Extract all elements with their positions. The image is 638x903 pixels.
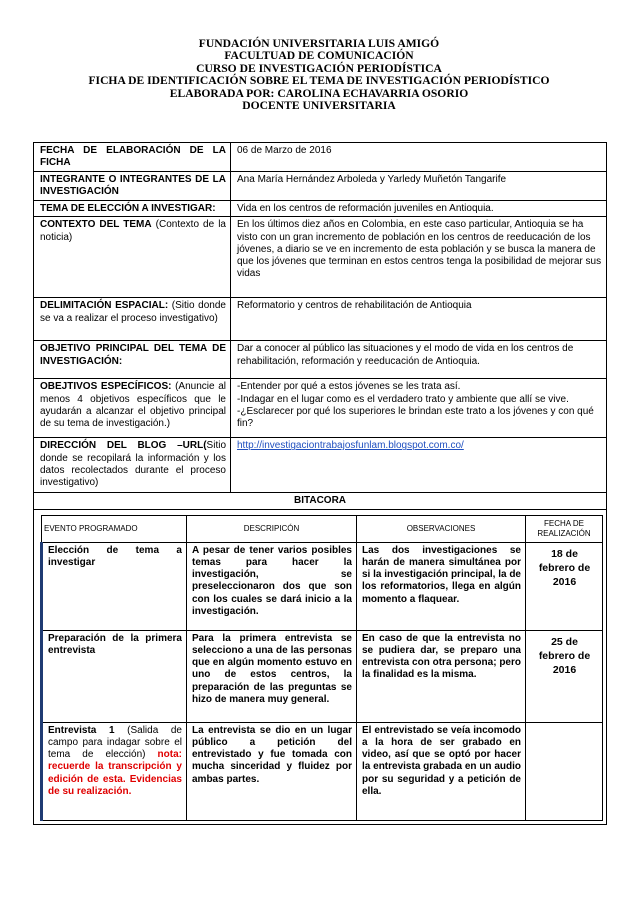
especificos-line-2: -Indagar en el lugar como es el verdadero trato y ambiente que allí se vive. bbox=[237, 393, 569, 405]
col-descripcion-header: DESCRIPICÓN bbox=[187, 515, 357, 542]
row3-fecha bbox=[526, 722, 603, 820]
row2-observaciones: En caso de que la entrevista no se pudiera dar, se preparo una entrevista con otra persona; pero la finalidad es la misma. bbox=[357, 630, 526, 722]
header-line-author: ELABORADA POR: CAROLINA ECHAVARRIA OSORIO bbox=[169, 86, 469, 100]
blog-label bbox=[34, 438, 231, 493]
row1-fecha-line-1: 18 de bbox=[551, 547, 578, 560]
especificos-line-3: -¿Esclarecer por qué los superiores le brindan este trato a los jóvenes y con qué fin? bbox=[237, 405, 594, 430]
blog-label-rest: Sitio donde se recopilará la información y los datos recolectados durante el proceso investigativo) bbox=[40, 440, 226, 489]
row1-fecha bbox=[526, 542, 603, 630]
header-line-course: CURSO DE INVESTIGACIÓN PERIODÍSTICA bbox=[196, 61, 442, 75]
delimitacion-label bbox=[34, 298, 231, 341]
integrantes-value: Ana María Hernández Arboleda y Yarledy Muñetón Tangarife bbox=[231, 172, 607, 201]
row3-evento-note: nota: recuerde la transcripción y edición de esta. Evidencias de su realización. bbox=[48, 749, 182, 798]
row2-descripcion: Para la primera entrevista se selecciono a una de las personas que en algún momento estuvo en uno de estos centros, la preparación de las preguntas se hizo de manera muy general. bbox=[187, 630, 357, 722]
especificos-label bbox=[34, 379, 231, 438]
contexto-label-rest: (Contexto de la noticia) bbox=[40, 219, 226, 243]
row3-observaciones: El entrevistado se veía incomodo a la hora de ser grabado en video, así que se optó por hacer la entrevista grabada en un audio por su seguridad y a petición de ella. bbox=[357, 722, 526, 820]
integrantes-label: INTEGRANTE O INTEGRANTES DE LA INVESTIGACIÓN bbox=[34, 172, 231, 201]
contexto-label-bold: CONTEXTO DEL TEMA bbox=[40, 219, 152, 231]
col-fecha-header: FECHA DE REALIZACIÓN bbox=[526, 515, 603, 542]
row2-fecha bbox=[526, 630, 603, 722]
row-objetivo bbox=[34, 341, 607, 379]
fecha-value: 06 de Marzo de 2016 bbox=[231, 143, 607, 172]
bitacora-container bbox=[34, 509, 607, 824]
row1-evento: Elección de tema a investigar bbox=[42, 542, 187, 630]
col-evento-header: EVENTO PROGRAMADO bbox=[42, 515, 187, 542]
delimitacion-label-rest: (Sitio donde se va a realizar el proceso investigativo) bbox=[40, 300, 226, 324]
header-line-faculty: FACULTUAD DE COMUNICACIÓN bbox=[224, 49, 414, 63]
tema-label: TEMA DE ELECCIÓN A INVESTIGAR: bbox=[34, 201, 231, 217]
row3-descripcion: La entrevista se dio en un lugar público a petición del entrevistado y fue tomada con mucha sinceridad y fluidez por ambas partes. bbox=[187, 722, 357, 820]
row3-evento-title: Entrevista 1 bbox=[48, 724, 115, 736]
row-contexto bbox=[34, 217, 607, 298]
header-line-form-title: FICHA DE IDENTIFICACIÓN SOBRE EL TEMA DE INVESTIGACIÓN PERIODÍSTICO bbox=[88, 74, 550, 88]
blog-label-bold: DIRECCIÓN DEL BLOG –URL( bbox=[40, 440, 207, 452]
row3-evento-detail: (Salida de campo para indagar sobre el tema de elección) bbox=[48, 724, 182, 761]
row-blog bbox=[34, 438, 607, 493]
especificos-label-bold: OBEJTIVOS ESPECÍFICOS: bbox=[40, 381, 172, 393]
row1-descripcion: A pesar de tener varios posibles temas para hacer la investigación, se preseleccionaron dos que son con los cuales se dará inicio a la investigación. bbox=[187, 542, 357, 630]
row2-fecha-line-2: febrero de bbox=[538, 649, 591, 662]
bitacora-row bbox=[42, 630, 603, 722]
bitacora-row bbox=[42, 542, 603, 630]
bitacora-title: BITACORA bbox=[34, 493, 607, 509]
row-especificos bbox=[34, 379, 607, 438]
header-line-institution: FUNDACIÓN UNIVERSITARIA LUIS AMIGÓ bbox=[198, 37, 440, 50]
contexto-value: En los últimos diez años en Colombia, en este caso particular, Antioquia se ha visto con un gran incremento de población en los centros de reeducación de los jóvenes, a diario se ve en incremento de esta población y se busca la manera de que los jóvenes que terminan en estos centros tenga la posibilidad de mejorar sus vidas bbox=[231, 217, 607, 298]
tema-value: Vida en los centros de reformación juveniles en Antioquia. bbox=[231, 201, 607, 217]
objetivo-label: OBJETIVO PRINCIPAL DEL TEMA DE INVESTIGACIÓN: bbox=[34, 341, 231, 379]
row3-evento bbox=[42, 722, 187, 820]
document-header bbox=[0, 38, 638, 112]
row1-observaciones: Las dos investigaciones se harán de manera simultánea por si la investigación principal, la de los reformatorios, llega en algún momento a flaquear. bbox=[357, 542, 526, 630]
especificos-line-1: -Entender por qué a estos jóvenes se les trata así. bbox=[237, 381, 461, 393]
especificos-value bbox=[231, 379, 607, 438]
row2-fecha-line-1: 25 de bbox=[551, 635, 578, 648]
col-observaciones-header: OBSERVACIONES bbox=[357, 515, 526, 542]
row1-fecha-line-3: 2016 bbox=[552, 575, 577, 588]
bitacora-row bbox=[42, 722, 603, 820]
row-bitacora-title bbox=[34, 493, 607, 509]
delimitacion-value: Reformatorio y centros de rehabilitación de Antioquia bbox=[231, 298, 607, 341]
contexto-label bbox=[34, 217, 231, 298]
fecha-label: FECHA DE ELABORACIÓN DE LA FICHA bbox=[34, 143, 231, 172]
row-tema bbox=[34, 201, 607, 217]
row-fecha bbox=[34, 143, 607, 172]
row2-fecha-line-3: 2016 bbox=[552, 663, 577, 676]
especificos-label-rest: (Anuncie al menos 4 objetivos específicos que le ayudarán a alcanzar el objetivo principal de su tema de investigación.) bbox=[40, 381, 226, 430]
bitacora-header-row bbox=[42, 515, 603, 542]
row2-evento: Preparación de la primera entrevista bbox=[42, 630, 187, 722]
row1-fecha-line-2: febrero de bbox=[538, 561, 591, 574]
row-delimitacion bbox=[34, 298, 607, 341]
row-bitacora-container bbox=[34, 509, 607, 824]
delimitacion-label-bold: DELIMITACIÓN ESPACIAL: bbox=[40, 300, 169, 312]
identification-form-table bbox=[33, 142, 607, 825]
blog-value bbox=[231, 438, 607, 493]
objetivo-value: Dar a conocer al público las situaciones y el modo de vida en los centros de rehabilitación, reformación y reeducación de Antioquia. bbox=[231, 341, 607, 379]
row-integrantes bbox=[34, 172, 607, 201]
bitacora-table bbox=[40, 515, 603, 821]
header-line-role: DOCENTE UNIVERSITARIA bbox=[242, 99, 396, 113]
blog-url-link[interactable]: http://investigaciontrabajosfunlam.blogspot.com.co/ bbox=[237, 440, 464, 452]
